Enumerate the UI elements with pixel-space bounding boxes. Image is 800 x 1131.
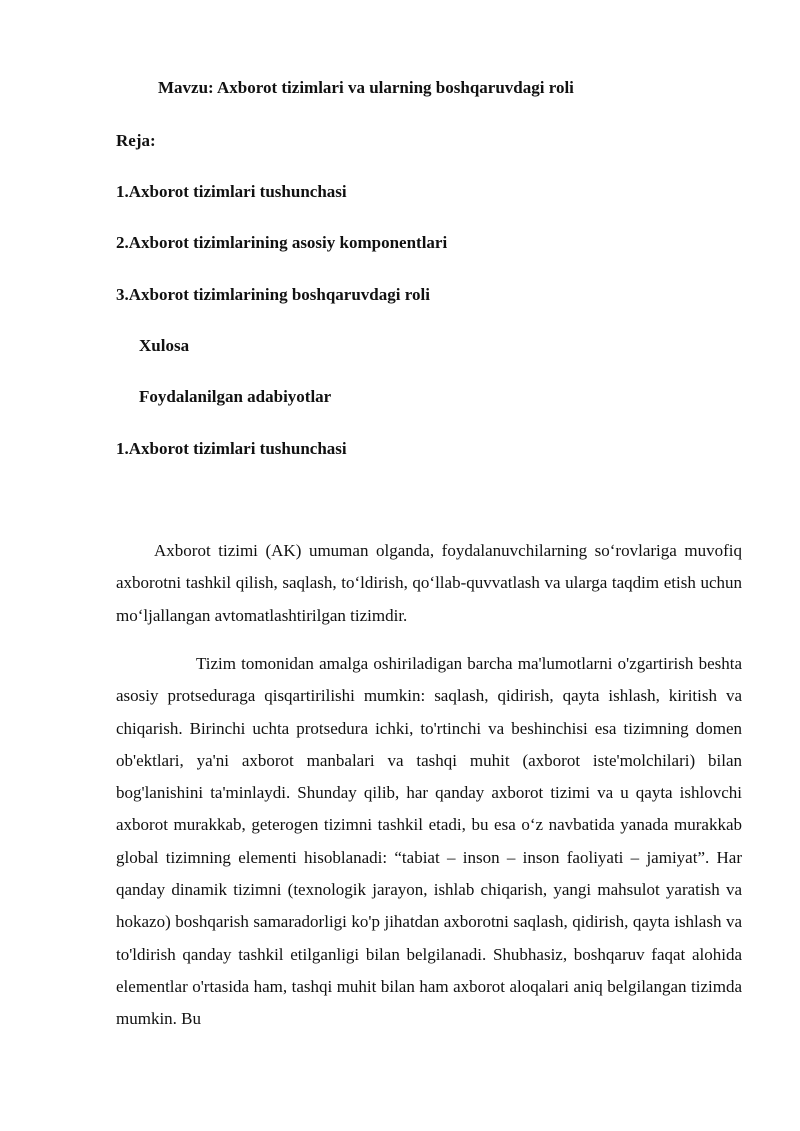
plan-item-conclusion: Xulosa [139,336,190,355]
body-paragraph-1: Axborot tizimi (AK) umuman olganda, foydalanuvchilarning so‘rovlariga muvofiq axborotni tashkil qilish, saqlash, to‘ldirish, qo‘llab-quvvatlash va ularga taqdim etish uchun mo‘ljallangan avtomatlashtirilgan tizimdir. [116,541,742,625]
plan-item-1: 1.Axborot tizimlari tushunchasi [116,182,347,201]
section-heading: 1.Axborot tizimlari tushunchasi [116,439,347,458]
document-title: Mavzu: Axborot tizimlari va ularning boshqaruvdagi roli [158,78,574,97]
body-paragraph-2: Tizim tomonidan amalga oshiriladigan barcha ma'lumotlarni o'zgartirish beshta asosiy protseduraga qisqartirilishi mumkin: saqlash, qidirish, qayta ishlash, kiritish va chiqarish. Birinchi uchta protsedura ichki, to'rtinchi va beshinchisi esa tizimning domen ob'ektlari, ya'ni axborot manbalari va tashqi muhit (axborot iste'molchilari) bilan bog'lanishini ta'minlaydi. Shunday qilib, har qanday axborot tizimi va u qayta ishlovchi axborot murakkab, geterogen tizimni tashkil etadi, bu esa o‘z navbatida yanada murakkab global tizimning elementi hisoblanadi: “tabiat – inson – inson faoliyati – jamiyat”. Har qanday dinamik tizimni (texnologik jarayon, ishlab chiqarish, yangi mahsulot yaratish va hokazo) boshqarish samaradorligi ko'p jihatdan axborotni saqlash, qidirish, qayta ishlash va to'ldirish qanday tashkil etilganligi bilan belgilanadi. Shubhasiz, boshqaruv faqat alohida elementlar o'rtasida ham, tashqi muhit bilan ham axborot aloqalari aniq belgilangan tizimda mumkin. Bu [116,654,742,1029]
plan-item-2: 2.Axborot tizimlarining asosiy komponentlari [116,233,448,252]
plan-heading: Reja: [116,131,156,150]
plan-item-references: Foydalanilgan adabiyotlar [139,387,332,406]
plan-item-3: 3.Axborot tizimlarining boshqaruvdagi roli [116,285,430,304]
